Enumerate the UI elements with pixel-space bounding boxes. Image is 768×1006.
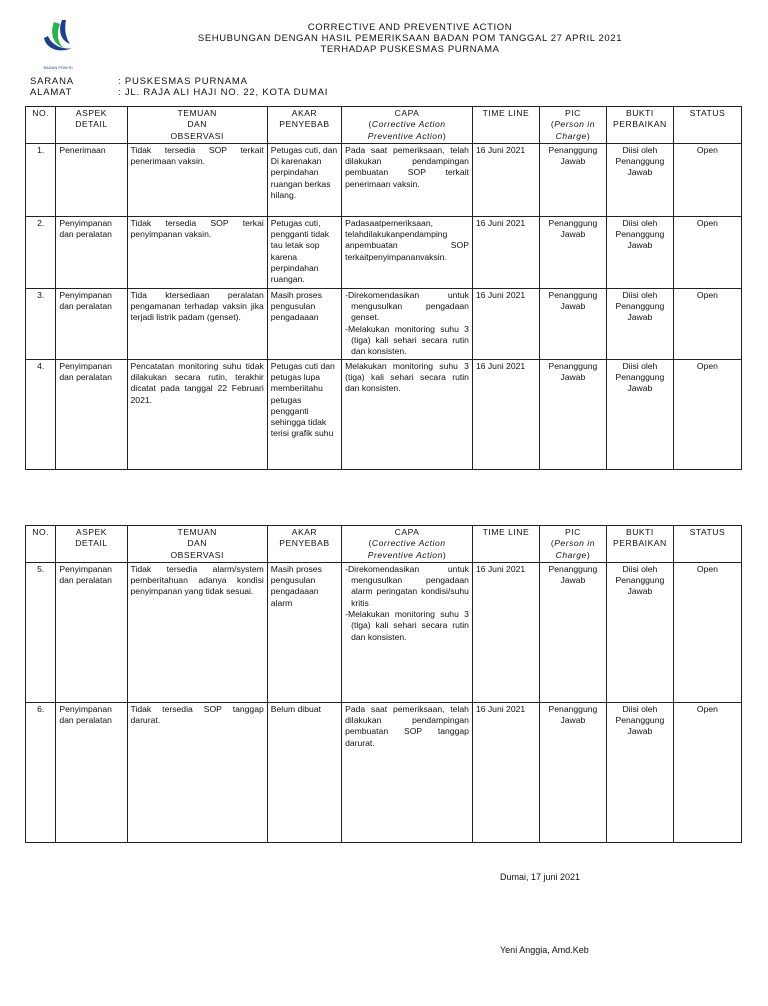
cell-time: 16 Juni 2021	[472, 359, 539, 469]
cell-status: Open	[673, 702, 741, 842]
sarana-label: SARANA	[30, 76, 74, 87]
col-status: STATUS	[673, 107, 741, 144]
col-capa-1: CAPA	[394, 108, 420, 118]
alamat-label: ALAMAT	[30, 87, 73, 98]
cell-time: 16 Juni 2021	[472, 288, 539, 359]
cell-capa	[342, 216, 473, 288]
capa-table-2	[25, 525, 742, 843]
table-1-header	[26, 107, 742, 144]
header-row	[26, 526, 742, 563]
cell-akar: Petugas cuti, pengganti tidak tau letak sop karena perpindahan ruangan.	[267, 216, 341, 288]
col-akar-2: PENYEBAB	[279, 538, 330, 549]
cell-status: Open	[673, 562, 741, 702]
col-bukti-1: BUKTI	[625, 527, 654, 537]
cell-akar: Belum dibuat	[267, 702, 341, 842]
cell-time: 16 Juni 2021	[472, 702, 539, 842]
col-pic-3: Charge	[555, 549, 587, 560]
cell-aspek: Penyimpanan dan peralatan	[56, 562, 127, 702]
col-no: NO.	[26, 107, 56, 144]
signatory-name: Yeni Anggia, Amd.Keb	[500, 945, 589, 955]
header-row	[26, 107, 742, 144]
cell-capa	[342, 288, 473, 359]
cell-aspek: Penyimpanan dan peralatan	[56, 702, 127, 842]
cell-temuan: Tidak tersedia SOP terkai penyimpanan vaksin.	[127, 216, 267, 288]
cell-pic: Penanggung Jawab	[539, 702, 606, 842]
col-bukti-2: PERBAIKAN	[613, 538, 667, 549]
cell-time: 16 Juni 2021	[472, 216, 539, 288]
col-capa: CAPA (Corrective Action Preventive Action)	[342, 526, 473, 563]
col-time: TIME LINE	[472, 107, 539, 144]
cell-aspek: Penyimpanan dan peralatan	[56, 216, 127, 288]
col-capa-2: Corrective Action	[371, 119, 446, 130]
col-temuan-1: TEMUAN	[177, 108, 217, 118]
capa-item: Pada saat pemeriksaan, telah dilakukan pendampingan pembuatan SOP tanggap darurat.	[345, 703, 469, 748]
cell-capa	[342, 359, 473, 469]
col-temuan-1: TEMUAN	[177, 527, 217, 537]
cell-temuan: Tidak tersedia alarm/system pemberitahuan adanya kondisi penyimpanan yang tidak sesuai.	[127, 562, 267, 702]
col-pic-2: Person in	[554, 119, 595, 130]
capa-item: -Direkomendasikan untuk mengusulkan pengadaan genset.	[345, 289, 469, 323]
col-akar-1: AKAR	[291, 527, 318, 537]
alamat-value: : JL. RAJA ALI HAJI NO. 22, KOTA DUMAI	[118, 87, 329, 98]
cell-status: Open	[673, 216, 741, 288]
col-pic: PIC (Person in Charge)	[539, 107, 606, 144]
cell-no: 6.	[26, 702, 56, 842]
col-bukti	[606, 107, 673, 144]
capa-item: -Direkomendasikan untuk mengusulkan pengadaan alarm peringatan kondisi/suhu kritis	[345, 563, 469, 608]
cell-no: 1.	[26, 143, 56, 216]
col-capa-3: Preventive Action	[367, 549, 443, 560]
col-pic-1: PIC	[565, 527, 581, 537]
capa-item: -Melakukan monitoring suhu 3 (tiga) kali sehari secara rutin dan konsisten.	[345, 609, 469, 642]
cell-bukti: Diisi oleh Penanggung Jawab	[606, 143, 673, 216]
col-no: NO.	[26, 526, 56, 563]
col-capa-2: Corrective Action	[371, 538, 446, 549]
col-capa: CAPA (Corrective Action Preventive Action)	[342, 107, 473, 144]
col-bukti-1: BUKTI	[625, 108, 654, 118]
table-row	[26, 288, 742, 359]
sarana-row	[30, 76, 248, 87]
cell-no: 5.	[26, 562, 56, 702]
col-aspek-1: ASPEK	[75, 527, 108, 537]
cell-capa	[342, 562, 473, 702]
col-temuan-2: DAN	[187, 119, 207, 130]
cell-akar: Masih proses pengusulan pengadaaan	[267, 288, 341, 359]
cell-temuan: Pencatatan monitoring suhu tidak dilakukan secara rutin, terakhir dicatat pada tanggal 22 Februari 2021.	[127, 359, 267, 469]
cell-akar: Petugas cuti, dan Di karenakan perpindahan ruangan berkas hilang.	[267, 143, 341, 216]
col-akar	[267, 107, 341, 144]
cell-pic: Penanggung Jawab	[539, 359, 606, 469]
alamat-row	[30, 87, 328, 98]
cell-bukti: Diisi oleh Penanggung Jawab	[606, 702, 673, 842]
capa-item: Padasaatpemeriksaan, telahdilakukanpendamping anpembuatan SOP terkaitpenyimpananvaksin.	[345, 217, 469, 262]
cell-no: 2.	[26, 216, 56, 288]
cell-temuan: Tidak tersedia SOP tanggap darurat.	[127, 702, 267, 842]
table-row	[26, 143, 742, 216]
logo-caption: BADAN POM RI	[43, 65, 73, 70]
col-capa-3: Preventive Action	[367, 130, 443, 141]
cell-akar: Petugas cuti dan petugas lupa memberiitahu petugas pengganti sehingga tidak terisi grafik suhu	[267, 359, 341, 469]
col-aspek-2: DETAIL	[75, 119, 108, 130]
cell-status: Open	[673, 288, 741, 359]
cell-pic: Penanggung Jawab	[539, 288, 606, 359]
capa-item: Melakukan monitoring suhu 3 (tiga) kali sehari secara rutin dan konsisten.	[345, 360, 469, 394]
col-bukti	[606, 526, 673, 563]
bpom-logo	[40, 18, 76, 70]
table-2-body	[26, 562, 742, 842]
cell-temuan: Tidak tersedia SOP terkait penerimaan vaksin.	[127, 143, 267, 216]
sarana-value: : PUSKESMAS PURNAMA	[118, 76, 248, 87]
col-bukti-2: PERBAIKAN	[613, 119, 667, 130]
col-akar-2: PENYEBAB	[279, 119, 330, 130]
cell-pic: Penanggung Jawab	[539, 143, 606, 216]
col-pic: PIC (Person in Charge)	[539, 526, 606, 563]
cell-time: 16 Juni 2021	[472, 562, 539, 702]
doc-title-line-2: SEHUBUNGAN DENGAN HASIL PEMERIKSAAN BADAN POM TANGGAL 27 APRIL 2021	[197, 33, 623, 44]
cell-no: 3.	[26, 288, 56, 359]
capa-item: Pada saat pemeriksaan, telah dilakukan pendampingan pembuatan SOP terkait penerimaan vaksin.	[345, 144, 469, 189]
cell-aspek: Penyimpanan dan peralatan	[56, 288, 127, 359]
col-pic-1: PIC	[565, 108, 581, 118]
capa-table-1	[25, 106, 742, 470]
col-aspek	[56, 526, 127, 563]
cell-aspek: Penyimpanan dan peralatan	[56, 359, 127, 469]
col-temuan-3: OBSERVASI	[170, 130, 224, 141]
capa-item: -Melakukan monitoring suhu 3 (tiga) kali sehari secara rutin dan konsisten.	[345, 323, 469, 357]
col-akar	[267, 526, 341, 563]
cell-no: 4.	[26, 359, 56, 469]
cell-capa	[342, 702, 473, 842]
col-aspek-1: ASPEK	[75, 108, 108, 118]
cell-pic: Penanggung Jawab	[539, 562, 606, 702]
cell-bukti: Diisi oleh Penanggung Jawab	[606, 288, 673, 359]
table-row	[26, 359, 742, 469]
cell-time: 16 Juni 2021	[472, 143, 539, 216]
cell-bukti: Diisi oleh Penanggung Jawab	[606, 359, 673, 469]
table-1-body	[26, 143, 742, 469]
table-row	[26, 216, 742, 288]
col-aspek-2: DETAIL	[75, 538, 108, 549]
table-2-header	[26, 526, 742, 563]
cell-pic: Penanggung Jawab	[539, 216, 606, 288]
col-temuan-2: DAN	[187, 538, 207, 549]
col-status: STATUS	[673, 526, 741, 563]
col-temuan	[127, 107, 267, 144]
cell-capa	[342, 143, 473, 216]
cell-aspek: Penerimaan	[56, 143, 127, 216]
doc-title-line-1: CORRECTIVE AND PREVENTIVE ACTION	[307, 22, 513, 33]
col-pic-2: Person in	[554, 538, 595, 549]
col-pic-3: Charge	[555, 130, 587, 141]
col-aspek	[56, 107, 127, 144]
col-capa-1: CAPA	[394, 527, 420, 537]
col-akar-1: AKAR	[291, 108, 318, 118]
cell-temuan: Tida ktersediaan peralatan pengamanan terhadap vaksin jika terjadi listrik padam (genset).	[127, 288, 267, 359]
col-temuan-3: OBSERVASI	[170, 549, 224, 560]
cell-status: Open	[673, 143, 741, 216]
place-date: Dumai, 17 juni 2021	[500, 872, 581, 882]
table-row	[26, 562, 742, 702]
col-time: TIME LINE	[472, 526, 539, 563]
cell-bukti: Diisi oleh Penanggung Jawab	[606, 562, 673, 702]
cell-status: Open	[673, 359, 741, 469]
cell-akar: Masih proses pengusulan pengadaaan alarm	[267, 562, 341, 702]
col-temuan	[127, 526, 267, 563]
table-row	[26, 702, 742, 842]
cell-bukti: Diisi oleh Penanggung Jawab	[606, 216, 673, 288]
doc-title-line-3: TERHADAP PUSKESMAS PURNAMA	[320, 44, 500, 55]
